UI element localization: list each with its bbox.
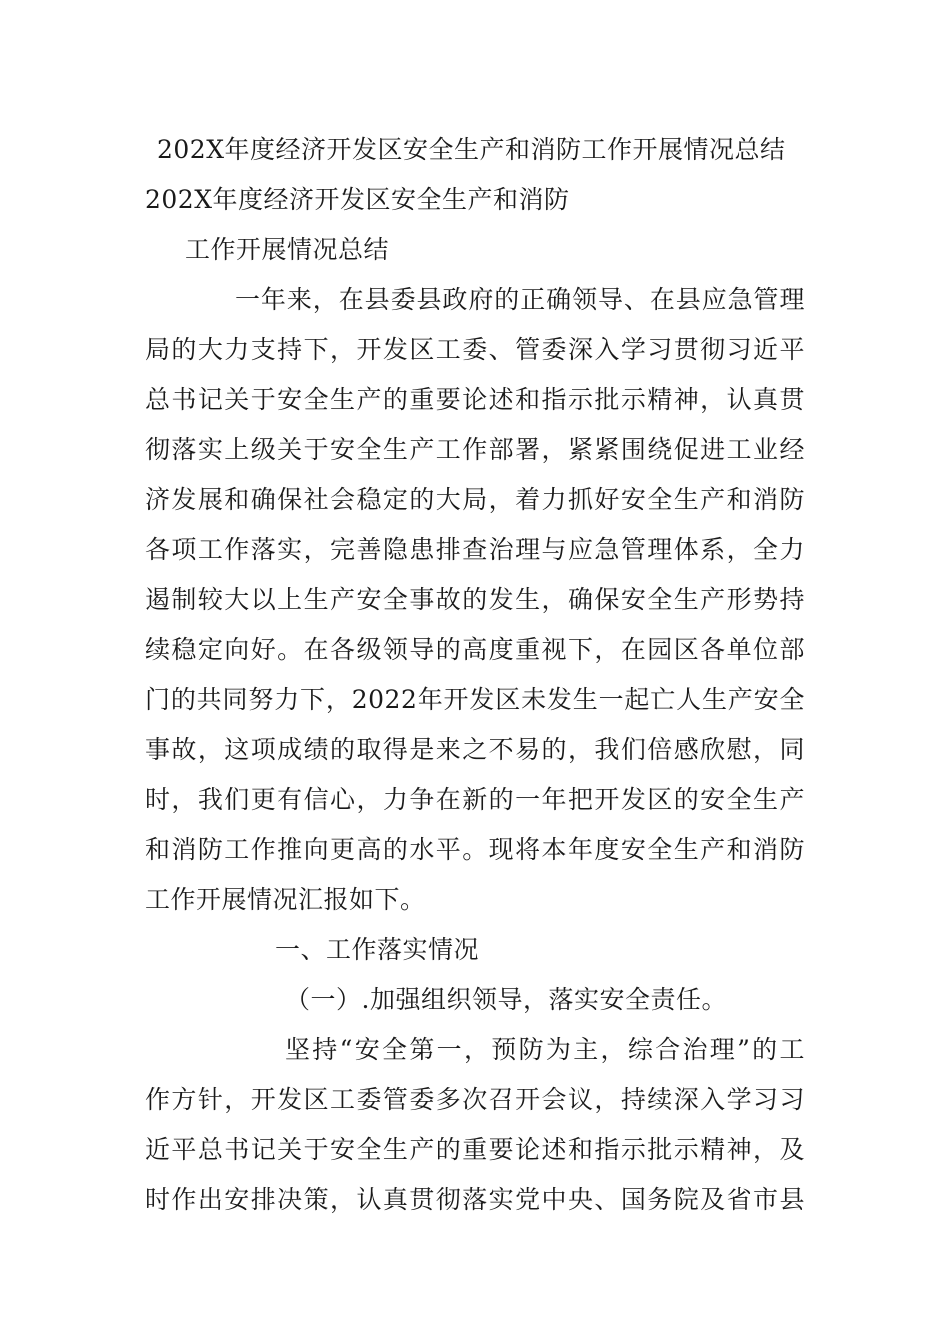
paragraph-1-line: 总书记关于安全生产的重要论述和指示批示精神，认真贯 <box>145 385 805 414</box>
paragraph-2-line: 作方针，开发区工委管委多次召开会议，持续深入学习习 <box>145 1085 805 1114</box>
section-1-heading: 一、工作落实情况 <box>275 935 480 964</box>
paragraph-2-line: 近平总书记关于安全生产的重要论述和指示批示精神，及 <box>145 1135 805 1164</box>
document-title-line-3: 工作开展情况总结 <box>185 235 390 264</box>
paragraph-1-line: 工作开展情况汇报如下。 <box>145 885 426 914</box>
paragraph-1-line: 各项工作落实，完善隐患排查治理与应急管理体系，全力 <box>145 535 805 564</box>
paragraph-1-line: 时，我们更有信心，力争在新的一年把开发区的安全生产 <box>145 785 805 814</box>
paragraph-1-line: 续稳定向好。在各级领导的高度重视下，在园区各单位部 <box>145 635 805 664</box>
paragraph-2-line: 坚持“安全第一，预防为主，综合治理”的工 <box>285 1035 805 1064</box>
paragraph-1-line: 济发展和确保社会稳定的大局，着力抓好安全生产和消防 <box>145 485 805 514</box>
paragraph-1-line: 彻落实上级关于安全生产工作部署，紧紧围绕促进工业经 <box>145 435 805 464</box>
paragraph-1-line: 事故，这项成绩的取得是来之不易的，我们倍感欣慰，同 <box>145 735 805 764</box>
paragraph-1-line: 门的共同努力下，2022年开发区未发生一起亡人生产安全 <box>145 685 805 714</box>
subsection-1-heading: （一）.加强组织领导，落实安全责任。 <box>285 985 727 1014</box>
document-title-line-1: 202X年度经济开发区安全生产和消防工作开展情况总结 <box>157 135 786 164</box>
document-title-line-2: 202X年度经济开发区安全生产和消防 <box>145 185 570 214</box>
paragraph-2-line: 时作出安排决策，认真贯彻落实党中央、国务院及省市县 <box>145 1185 805 1214</box>
paragraph-1-line: 局的大力支持下，开发区工委、管委深入学习贯彻习近平 <box>145 335 805 364</box>
paragraph-1-line: 遏制较大以上生产安全事故的发生，确保安全生产形势持 <box>145 585 805 614</box>
paragraph-1-line: 和消防工作推向更高的水平。现将本年度安全生产和消防 <box>145 835 805 864</box>
paragraph-1-line: 一年来，在县委县政府的正确领导、在县应急管理 <box>235 285 805 314</box>
